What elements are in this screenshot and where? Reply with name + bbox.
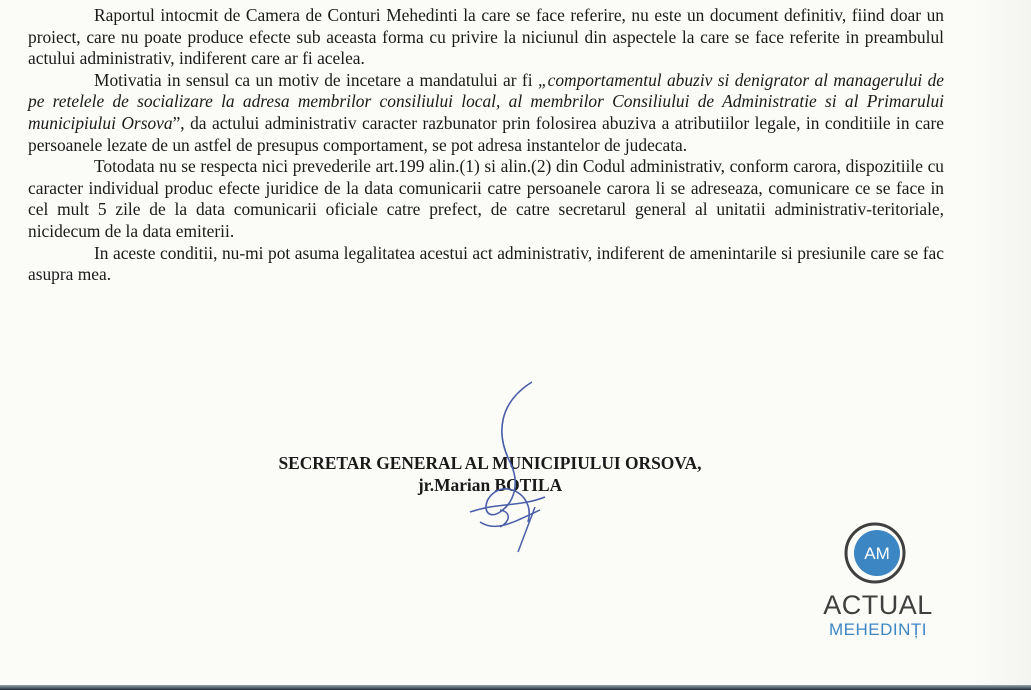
logo-wordmark-actual: ACTUAL bbox=[823, 590, 933, 620]
motivation-text-end: ”, da actului administrativ caracter razbunator prin folosirea abuziva a atributiilor legale, in conditiile in care persoanele lezate de un astfel de presupus comportament, se pot adresa instantelor de judecata. bbox=[28, 112, 944, 155]
scan-edge-shadow bbox=[971, 0, 1031, 690]
signatory-title: SECRETAR GENERAL AL MUNICIPIULUI ORSOVA, bbox=[278, 453, 702, 473]
logo-wordmark-mehedinti: MEHEDINȚI bbox=[829, 620, 927, 639]
motivation-quote: „comportamentul abuziv si denigrator al managerului de pe retelele de socializare la adresa membrilor consiliului local, al membrilor Consiliului de Administratie si al Primarului municipiului Orsova bbox=[28, 69, 944, 133]
paragraph-code-reference: Totodata nu se respecta nici prevederile art.199 alin.(1) si alin.(2) din Codul administrativ, conform carora, dispozitiile cu caracter individual produc efecte juridice de la data comunicarii catre persoanele carora li se adreseaza, comunicare ce se face in cel mult 5 zile de la data comunicarii oficiale catre prefect, de catre secretarul general al unitatii administrativ-teritoriale, nicidecum de la data emiterii. bbox=[28, 156, 944, 241]
signature-block bbox=[0, 452, 980, 496]
motivation-text-start: Motivatia in sensul ca un motiv de incetare a mandatului ar fi bbox=[94, 69, 538, 90]
signatory-name: jr.Marian BOTILA bbox=[417, 475, 563, 495]
document-body bbox=[28, 0, 944, 286]
paragraph-motivation bbox=[28, 70, 944, 156]
actual-mehedinti-logo bbox=[812, 522, 944, 642]
bottom-border bbox=[0, 685, 1031, 690]
paragraph-conclusion: In aceste conditii, nu-mi pot asuma legalitatea acestui act administrativ, indiferent de amenintarile si presiunile care se fac asupra mea. bbox=[28, 242, 944, 285]
paragraph-report: Raportul intocmit de Camera de Conturi Mehedinti la care se face referire, nu este un document definitiv, fiind doar un proiect, care nu poate produce efecte sub aceasta forma cu privire la niciunul din aspectele la care se face referite in preambulul actului administrativ, indiferent care ar fi acelea. bbox=[28, 5, 944, 69]
logo-circle-icon bbox=[844, 522, 906, 584]
logo-initials: AM bbox=[864, 544, 890, 563]
